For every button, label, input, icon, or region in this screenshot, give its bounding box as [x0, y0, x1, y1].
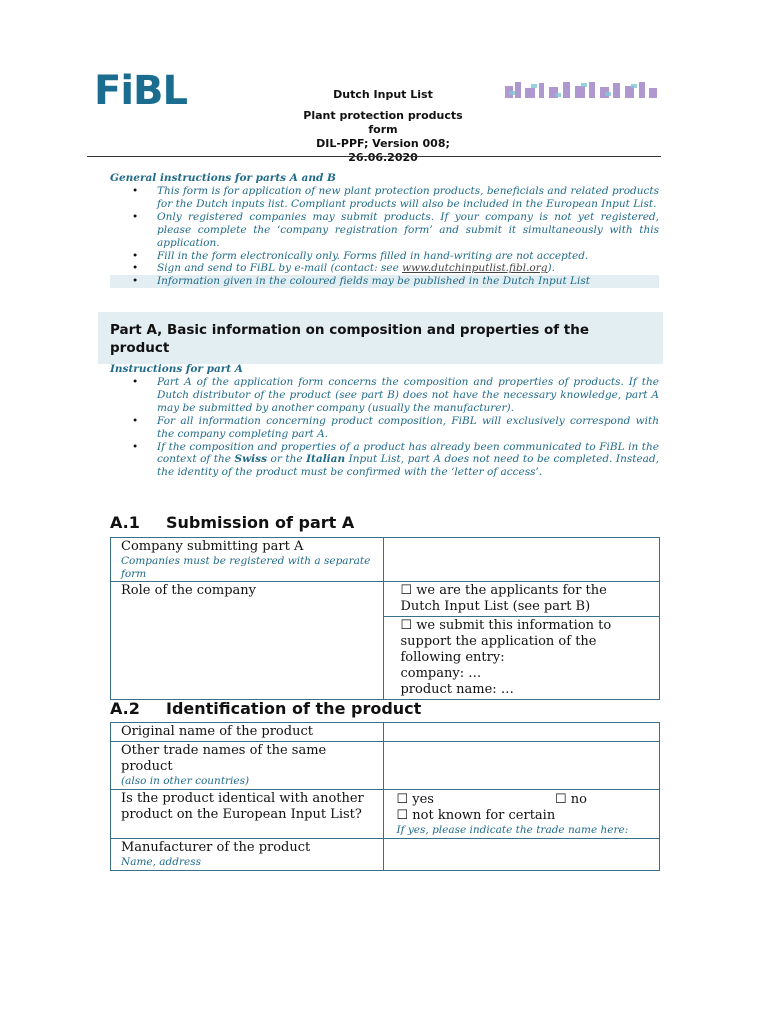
role-options-cell: [384, 582, 660, 700]
italian-label: Italian: [306, 453, 346, 466]
sign-text-suffix: ).: [547, 262, 555, 275]
section-a2-heading: [110, 699, 421, 718]
company-submitting-field[interactable]: [384, 538, 660, 582]
manufacturer-field[interactable]: [384, 839, 660, 871]
table-row: [111, 742, 660, 790]
role-support-company: company: …: [400, 666, 482, 681]
original-name-label: Original name of the product: [121, 724, 313, 739]
identical-product-label: Is the product identical with another product on the European Input List?: [121, 790, 364, 822]
company-submitting-hint: Companies must be registered with a separate form: [121, 555, 371, 580]
original-name-field[interactable]: [384, 723, 660, 742]
list-item: • This form is for application of new plant protection products, beneficials and related products for the Dutch inputs list. Compliant products will also be included in the European Input List.: [110, 185, 659, 211]
role-support-product: product name: …: [400, 682, 514, 697]
dutch-input-list-link[interactable]: www.dutchinputlist.fibl.org: [402, 262, 548, 275]
list-item: • Information given in the coloured fields may be published in the Dutch Input List: [110, 275, 659, 288]
header-subtitle: Plant protection products: [303, 109, 463, 122]
general-instructions-title: General instructions for parts A and B: [110, 172, 336, 184]
company-submitting-label: Company submitting part A: [121, 539, 304, 554]
section-a1-heading: [110, 513, 354, 532]
part-a-instructions-list: [110, 376, 659, 479]
table-row: [111, 723, 660, 742]
list-item: • Fill in the form electronically only. Forms filled in hand-writing are not accepted.: [110, 250, 659, 263]
manufacturer-hint: Name, address: [121, 856, 202, 868]
table-row: [111, 582, 660, 700]
text-span: If the composition and properties of a product has already been communicated to FiBL in the context of the: [157, 440, 659, 466]
trade-names-field[interactable]: [384, 742, 660, 790]
partner-logo-icon: [505, 80, 657, 102]
yes-checkbox[interactable]: ☐ yes: [396, 791, 434, 807]
no-checkbox[interactable]: ☐ no: [555, 791, 587, 807]
header-divider: [87, 156, 661, 157]
list-item: • For all information concerning product composition, FiBL will exclusively correspond with the company completing part A.: [110, 415, 659, 441]
role-label: Role of the company: [121, 583, 257, 598]
role-applicant-checkbox[interactable]: ☐ we are the applicants for the Dutch Input List (see part B): [384, 582, 659, 617]
header-title: Dutch Input List: [333, 88, 433, 101]
identical-product-label-cell: [111, 789, 384, 839]
identical-product-options-cell: [384, 789, 660, 839]
role-support-checkbox[interactable]: [384, 617, 659, 699]
section-title: Submission of part A: [166, 513, 355, 532]
role-label-cell: [111, 582, 384, 700]
header-form-label: form: [368, 123, 398, 136]
sign-text-prefix: Sign and send to FiBL by e-mail (contact: see: [157, 262, 403, 275]
manufacturer-label: Manufacturer of the product: [121, 840, 311, 855]
table-row: [111, 839, 660, 871]
part-a-instructions-title: Instructions for part A: [110, 363, 243, 375]
list-item: [110, 441, 659, 480]
trade-name-hint: If yes, please indicate the trade name here:: [396, 823, 629, 836]
identification-table: [110, 722, 660, 871]
swiss-label: Swiss: [234, 453, 267, 466]
trade-names-label-cell: [111, 742, 384, 790]
general-instructions-list: [110, 185, 659, 288]
part-a-title: Part A, Basic information on composition and properties of the product: [110, 322, 590, 356]
yes-no-row: [396, 792, 647, 808]
list-item: • Only registered companies may submit products. If your company is not yet registered, please complete the ‘company registration form’ and submit it simultaneously with this application.: [110, 211, 659, 250]
fibl-logo: FiBL: [94, 68, 188, 114]
text-span: Input List, part A does not need to be completed. Instead, the identity of the product must be confirmed with the ‘letter of access’.: [157, 453, 659, 479]
original-name-label-cell: [111, 723, 384, 742]
submission-table: [110, 537, 660, 700]
header-date: 26.06.2020: [348, 151, 418, 164]
trade-names-hint: (also in other countries): [121, 775, 250, 787]
trade-names-label: Other trade names of the same product: [121, 743, 327, 774]
text-span: or the: [266, 453, 307, 466]
table-row: [111, 789, 660, 839]
list-item: • Part A of the application form concerns the composition and properties of products. If the Dutch distributor of the product (see part B) does not have the necessary knowledge, part A may be submitted by another company (usually the manufacturer).: [110, 376, 659, 415]
section-number: A.2: [110, 699, 140, 718]
section-title: Identification of the product: [166, 699, 422, 718]
not-known-checkbox[interactable]: ☐ not known for certain: [396, 807, 556, 823]
role-support-label: ☐ we submit this information to support the application of the following entry:: [400, 618, 612, 665]
section-number: A.1: [110, 513, 140, 532]
header-version: DIL-PPF; Version 008;: [316, 137, 450, 150]
company-submitting-label-cell: [111, 538, 384, 582]
table-row: [111, 538, 660, 582]
document-header: [290, 88, 476, 165]
manufacturer-label-cell: [111, 839, 384, 871]
list-item: [110, 262, 659, 275]
